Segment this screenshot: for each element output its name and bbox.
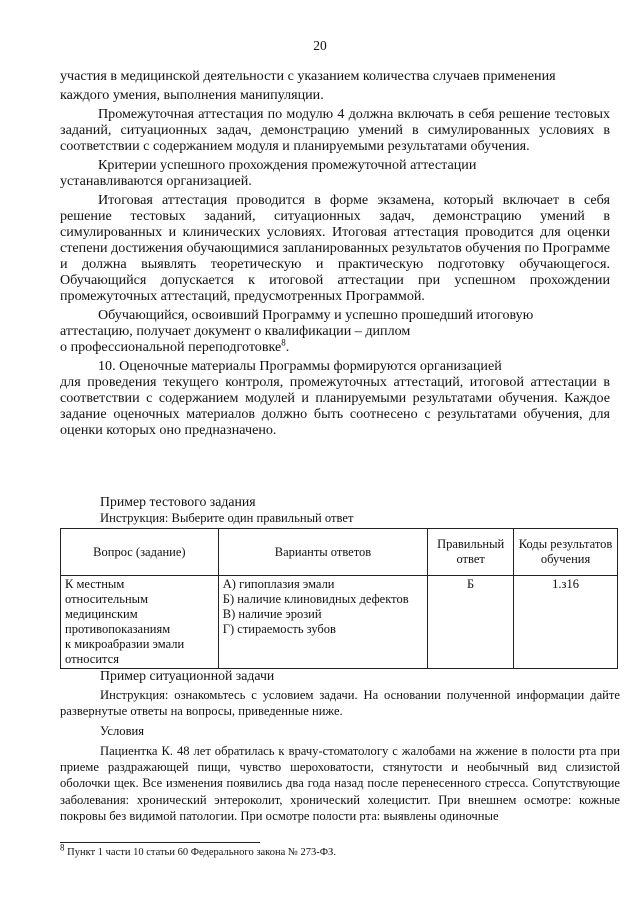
paragraph-5-line-3: о профессиональной переподготовке$^8$.: [60, 337, 290, 355]
paragraph-4: Итоговая аттестация проводится в форме экзамена, который включает в себя решение тестовых заданий, ситуационных задач, демонстрацию умений в симулированных и клинических условиях. Итоговая аттестация проводится для оценки степени достижения обучающимися запланированных результатов обучения по Программе и должна выявлять теоретическую и практическую подготовку обучающегося. Обучающийся допускается к итоговой аттестации при успешном прохождении промежуточных аттестаций, предусмотренных Программой.: [60, 192, 610, 304]
table-row: [61, 576, 618, 669]
header-question: Вопрос (задание): [61, 529, 219, 576]
paragraph-6-rest: для проведения текущего контроля, промежуточных аттестаций, итоговой аттестации в соответствии с содержанием модулей и планируемыми результатами обучения. Каждое задание оценочных материалов должно быть соотнесено с результатами обучения, для оценки которых оно предназначено.: [60, 374, 610, 438]
paragraph-5-line-2: аттестацию, получает документ о квалификации – диплом: [60, 323, 411, 339]
question-line: относится: [65, 652, 119, 666]
test-example-instruction: Инструкция: Выберите один правильный ответ: [100, 511, 354, 525]
conditions-label: Условия: [100, 724, 145, 738]
result-code-cell: 1.з16: [514, 576, 618, 669]
paragraph-3-line-2: устанавливаются организацией.: [60, 173, 252, 189]
test-example-heading: Пример тестового задания: [100, 494, 256, 509]
answer-option: А) гипоплазия эмали: [222, 577, 335, 591]
header-options: Варианты ответов: [218, 529, 427, 576]
answer-option: Б) наличие клиновидных дефектов: [222, 592, 409, 606]
situational-instruction: Инструкция: ознакомьтесь с условием задачи. На основании полученной информации дайте развернутые ответы на вопросы, приведенные ниже.: [60, 688, 620, 718]
footnote-ref: 8: [281, 337, 286, 348]
paragraph-2: Промежуточная аттестация по модулю 4 должна включать в себя решение тестовых заданий, ситуационных задач, демонстрацию умений в симулированных условиях в соответствии с содержанием модуля и планируемыми результатами обучения.: [60, 106, 610, 154]
footnote-divider: [60, 842, 260, 843]
question-line: относительным: [65, 592, 148, 606]
footnote: [60, 842, 336, 858]
question-line: медицинским: [65, 607, 138, 621]
paragraph-5-text: о профессиональной переподготовке: [60, 339, 282, 355]
question-cell: [61, 576, 219, 669]
footnote-text: Пункт 1 части 10 статьи 60 Федерального закона № 273-ФЗ.: [64, 847, 336, 858]
footnote-mark: 8: [60, 842, 65, 853]
header-codes: Коды результатов обучения: [514, 529, 618, 576]
answer-option: Г) стираемость зубов: [222, 622, 336, 636]
table-header-row: [61, 529, 618, 576]
answer-option: В) наличие эрозий: [222, 607, 322, 621]
main-text: [60, 68, 610, 441]
situational-heading: Пример ситуационной задачи: [100, 668, 275, 683]
paragraph-1-line-1: участия в медицинской деятельности с указанием количества случаев применения: [60, 68, 556, 84]
paragraph-3-line-1: Критерии успешного прохождения промежуточной аттестации: [98, 157, 477, 173]
test-table: [60, 528, 618, 669]
paragraph-6-line-1: 10. Оценочные материалы Программы формируются организацией: [98, 358, 502, 374]
question-line: к микроабразии эмали: [65, 637, 185, 651]
question-line: К местным: [65, 577, 125, 591]
paragraph-1-line-2: каждого умения, выполнения манипуляции.: [60, 87, 324, 103]
header-correct: Правильный ответ: [428, 529, 514, 576]
options-cell: [218, 576, 427, 669]
correct-answer-cell: Б: [428, 576, 514, 669]
case-text: Пациентка К. 48 лет обратилась к врачу-стоматологу с жалобами на жжение в полости рта при приеме раздражающей пищи, чувство шероховатости, стянутости и необычный вид слизистой оболочки щек. Все изменения появились два года назад после перенесенного стресса. Сопутствующие заболевания: хронический энтероколит, хронический холецистит. При внешнем осмотре: кожные покровы без видимой патологии. При осмотре полости рта: выявлены одиночные: [60, 744, 620, 823]
paragraph-5-line-1: Обучающийся, освоивший Программу и успешно прошедший итоговую: [98, 307, 534, 323]
question-line: противопоказаниям: [65, 622, 171, 636]
page-number: 20: [313, 38, 327, 53]
